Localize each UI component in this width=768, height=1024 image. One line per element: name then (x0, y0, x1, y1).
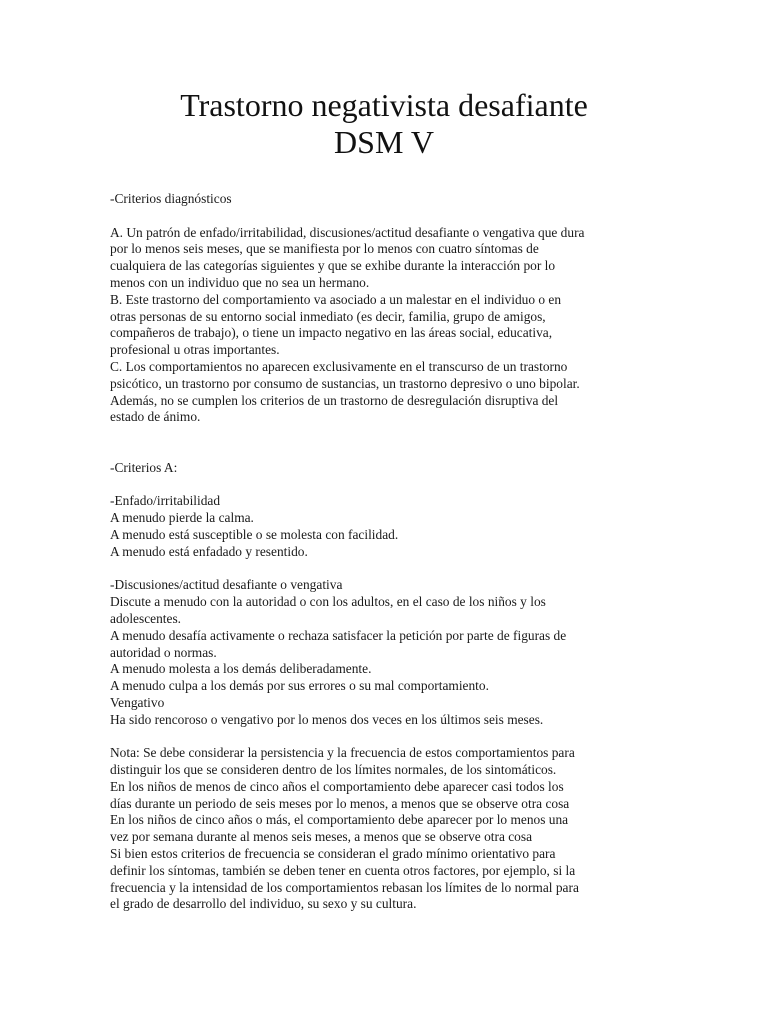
text-line: En los niños de cinco años o más, el comportamiento debe aparecer por lo menos una (110, 812, 569, 828)
text-line: A menudo está susceptible o se molesta con facilidad. (110, 526, 399, 542)
text-line: -Criterios diagnósticos (110, 191, 232, 206)
text-line: por lo menos seis meses, que se manifiesta por lo menos con cuatro síntomas de (110, 241, 539, 257)
text-line: estado de ánimo. (110, 409, 201, 425)
text-line: A menudo molesta a los demás deliberadamente. (110, 661, 372, 677)
text-line: Nota: Se debe considerar la persistencia y la frecuencia de estos comportamientos para (110, 745, 575, 761)
text-line: A menudo pierde la calma. (110, 510, 254, 526)
document-body (110, 191, 670, 913)
document-subtitle: DSM V (334, 124, 434, 160)
text-line: cualquiera de las categorías siguientes y que se exhibe durante la interacción por lo (110, 258, 556, 274)
text-line: A menudo desafía activamente o rechaza satisfacer la petición por parte de figuras de (110, 627, 567, 643)
text-line: Además, no se cumplen los criterios de un trastorno de desregulación disruptiva del (110, 392, 559, 408)
text-line: frecuencia y la intensidad de los comportamientos rebasan los límites de lo normal para (110, 879, 579, 895)
text-line: adolescentes. (110, 610, 182, 626)
blank-line (110, 443, 670, 460)
text-line: B. Este trastorno del comportamiento va asociado a un malestar en el individuo o en (110, 291, 562, 307)
text-line: vez por semana durante al menos seis meses, a menos que se observe otra cosa (110, 829, 533, 845)
blank-line (110, 208, 670, 225)
text-line: distinguir los que se consideren dentro de los límites normales, de los sintomáticos. (110, 762, 557, 778)
text-line: Vengativo (110, 694, 165, 710)
text-line: Si bien estos criterios de frecuencia se consideran el grado mínimo orientativo para (110, 846, 556, 862)
text-line: Ha sido rencoroso o vengativo por lo menos dos veces en los últimos seis meses. (110, 711, 544, 727)
text-line: -Discusiones/actitud desafiante o vengativa (110, 577, 343, 593)
blank-line (110, 477, 670, 494)
text-line: días durante un periodo de seis meses por lo menos, a menos que se observe otra cosa (110, 795, 570, 811)
text-line: A menudo está enfadado y resentido. (110, 543, 308, 559)
blank-line (110, 729, 670, 746)
text-line: A. Un patrón de enfado/irritabilidad, discusiones/actitud desafiante o vengativa que dura (110, 224, 585, 240)
text-line: compañeros de trabajo), o tiene un impacto negativo en las áreas social, educativa, (110, 325, 553, 341)
document-title: Trastorno negativista desafiante (180, 87, 588, 123)
blank-line (110, 561, 670, 578)
text-line: definir los síntomas, también se deben tener en cuenta otros factores, por ejemplo, si la (110, 862, 576, 878)
text-line: profesional u otras importantes. (110, 342, 280, 358)
text-line: A menudo culpa a los demás por sus errores o su mal comportamiento. (110, 678, 489, 694)
text-line: Discute a menudo con la autoridad o con los adultos, en el caso de los niños y los (110, 594, 546, 610)
text-line: -Enfado/irritabilidad (110, 493, 221, 509)
text-line: En los niños de menos de cinco años el comportamiento debe aparecer casi todos los (110, 778, 564, 794)
text-line: el grado de desarrollo del individuo, su sexo y su cultura. (110, 896, 417, 912)
text-line: C. Los comportamientos no aparecen exclusivamente en el transcurso de un trastorno (110, 358, 568, 374)
text-line: -Criterios A: (110, 459, 178, 475)
text-line: psicótico, un trastorno por consumo de sustancias, un trastorno depresivo o uno bipolar. (110, 375, 580, 391)
text-line: otras personas de su entorno social inmediato (es decir, familia, grupo de amigos, (110, 308, 546, 324)
text-line: menos con un individuo que no sea un hermano. (110, 274, 370, 290)
blank-line (110, 426, 670, 443)
text-line: autoridad o normas. (110, 644, 217, 660)
